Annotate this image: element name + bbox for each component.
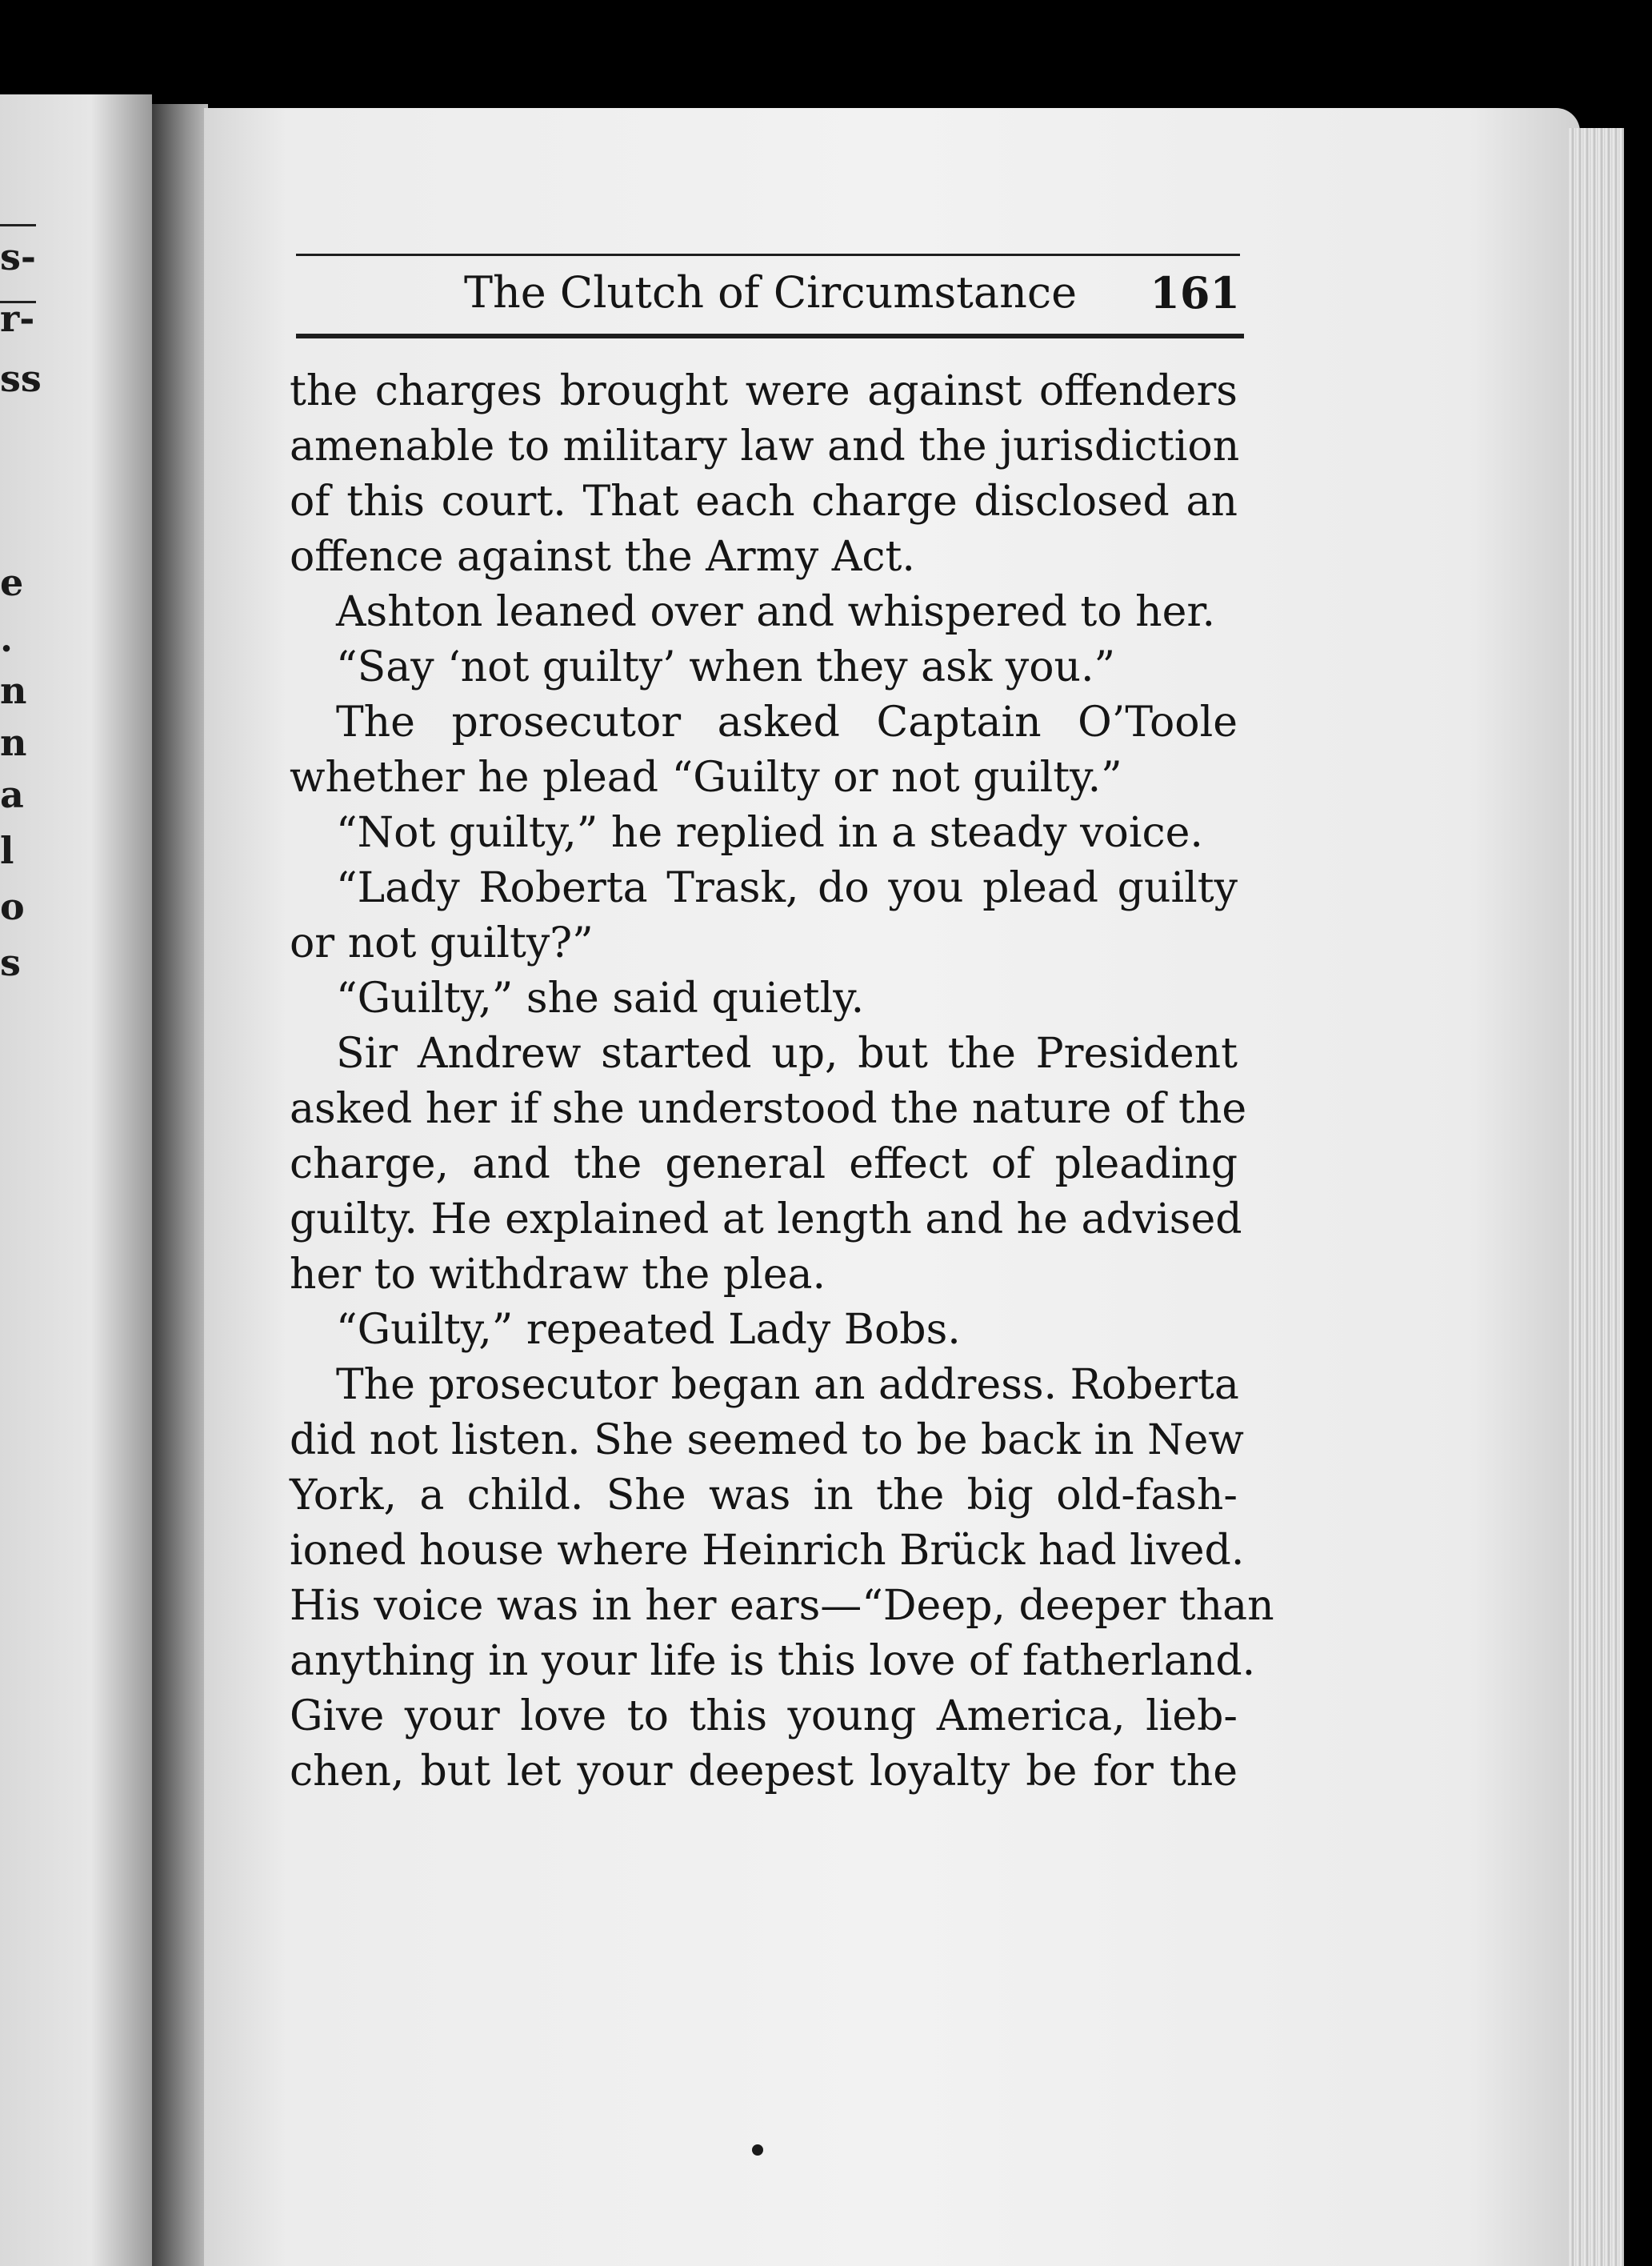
header-top-rule xyxy=(296,254,1240,256)
text-line: amenable to military law and the jurisdiction xyxy=(290,422,1240,470)
header-bottom-rule xyxy=(296,334,1244,338)
page-number: 161 xyxy=(1150,267,1240,318)
page-edge xyxy=(1568,128,1624,2266)
text-line: her to withdraw the plea. xyxy=(290,1251,826,1299)
text-line: asked her if she understood the nature of the xyxy=(290,1085,1247,1133)
left-margin-fragment: ss xyxy=(0,357,42,400)
text-line: “Say ‘not guilty’ when they ask you.” xyxy=(336,643,1116,691)
text-line: His voice was in her ears—“Deep, deeper than xyxy=(290,1582,1274,1630)
text-line: of this court. That each charge disclosed an xyxy=(290,478,1238,526)
left-page-rule-top xyxy=(0,224,36,226)
text-line: ioned house where Heinrich Brück had lived. xyxy=(290,1527,1245,1575)
left-margin-fragment: l xyxy=(0,829,14,872)
left-margin-fragment: n xyxy=(0,721,27,764)
text-line: did not listen. She seemed to be back in New xyxy=(290,1416,1244,1464)
left-margin-fragment: r- xyxy=(0,297,35,340)
left-margin-fragment: s- xyxy=(0,235,36,278)
running-title: The Clutch of Circumstance xyxy=(464,267,1078,318)
left-facing-page xyxy=(0,94,152,2266)
text-line: the charges brought were against offenders xyxy=(290,367,1238,415)
text-line: York, a child. She was in the big old-fash- xyxy=(290,1471,1238,1519)
left-margin-fragment: e xyxy=(0,561,24,604)
left-margin-fragment: s xyxy=(0,941,21,984)
left-margin-fragment: . xyxy=(0,617,14,660)
text-line: whether he plead “Guilty or not guilty.” xyxy=(290,754,1122,802)
text-line: or not guilty?” xyxy=(290,919,594,967)
body-text xyxy=(290,364,1274,1800)
text-line: “Lady Roberta Trask, do you plead guilty xyxy=(336,864,1238,912)
text-line: Sir Andrew started up, but the President xyxy=(336,1030,1238,1078)
text-line: “Not guilty,” he replied in a steady voice. xyxy=(336,809,1203,857)
text-line: Ashton leaned over and whispered to her. xyxy=(336,588,1216,636)
text-line: “Guilty,” repeated Lady Bobs. xyxy=(336,1306,961,1354)
text-line: anything in your life is this love of fatherland. xyxy=(290,1637,1256,1685)
left-margin-fragment: n xyxy=(0,669,27,712)
page-dot-mark xyxy=(752,2144,763,2156)
text-line: offence against the Army Act. xyxy=(290,533,915,581)
text-line: chen, but let your deepest loyalty be for the xyxy=(290,1748,1238,1796)
book-gutter xyxy=(152,104,208,2266)
text-line: guilty. He explained at length and he advised xyxy=(290,1195,1242,1243)
text-line: “Guilty,” she said quietly. xyxy=(336,975,865,1023)
text-line: Give your love to this young America, lieb- xyxy=(290,1692,1238,1740)
left-margin-fragment: o xyxy=(0,885,25,928)
text-line: charge, and the general effect of pleading xyxy=(290,1140,1238,1188)
left-margin-fragment: a xyxy=(0,773,24,816)
text-line: The prosecutor asked Captain O’Toole xyxy=(336,699,1238,747)
text-line: The prosecutor began an address. Roberta xyxy=(336,1361,1239,1409)
